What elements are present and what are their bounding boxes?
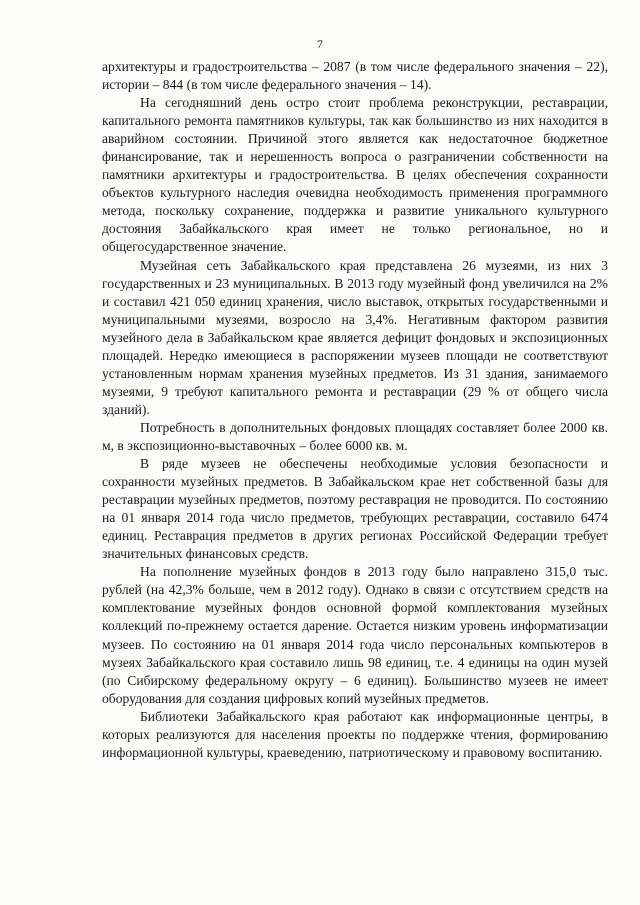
paragraph-heritage-counts: архитектуры и градостроительства – 2087 (в том числе федерального значения – 22), истории – 844 (в том числе федерального значения – 14). xyxy=(102,59,608,93)
paragraph-monument-restoration: На сегодняшний день остро стоит проблема реконструкции, реставрации, капитального ремонта памятников культуры, так как большинство из них находится в аварийном состоянии. Причиной этого является как недостаточное бюджетное финансирование, так и нерешенность вопроса о разграничении собственности на памятники архитектуры и градостроительства. В целях обеспечения сохранности объектов культурного наследия очевидна необходимость применения программного метода, поскольку сохранение, поддержка и развитие уникального культурного достояния Забайкальского края имеет не только региональное, но и общегосударственное значение. xyxy=(102,95,608,255)
paragraph-museum-network: Музейная сеть Забайкальского края представлена 26 музеями, из них 3 государственных и 23 муниципальных. В 2013 году музейный фонд увеличился на 2% и составил 421 050 единиц хранения, число выставок, открытых государственными и муниципальными музеями, возросло на 3,4%. Негативным фактором развития музейного дела в Забайкальском крае является дефицит фондовых и экспозиционных площадей. Нередко имеющиеся в распоряжении музеев площади не соответствуют установленным нормам хранения музейных предметов. Из 31 здания, занимаемого музеями, 9 требуют капитального ремонта и реставрации (29 % от общего числа зданий). xyxy=(102,257,608,417)
page-number: 7 xyxy=(316,37,324,51)
paragraph-museum-safety: В ряде музеев не обеспечены необходимые условия безопасности и сохранности музейных предметов. В Забайкальском крае нет собственной базы для реставрации музейных предметов, поэтому реставрация не проводится. По состоянию на 01 января 2014 года число предметов, требующих реставрации, составило 6474 единиц. Реставрация предметов в других регионах Российской Федерации требует значительных финансовых средств. xyxy=(102,456,608,562)
page-body xyxy=(102,58,608,762)
paragraph-storage-area-need: Потребность в дополнительных фондовых площадях составляет более 2000 кв. м, в экспозиционно-выставочных – более 6000 кв. м. xyxy=(102,419,608,453)
paragraph-museum-funding: На пополнение музейных фондов в 2013 году было направлено 315,0 тыс. рублей (на 42,3% больше, чем в 2012 году). Однако в связи с отсутствием средств на комплектование музейных фондов основной формой комплектования музейных коллекций по-прежнему остается дарение. Остается низким уровень информатизации музеев. По состоянию на 01 января 2014 года число персональных компьютеров в музеях Забайкальского края составило лишь 98 единиц, т.е. 4 единицы на один музей (по Сибирскому федеральному округу – 6 единиц). Большинство музеев не имеет оборудования для создания цифровых копий музейных предметов. xyxy=(102,564,608,706)
paragraph-libraries: Библиотеки Забайкальского края работают как информационные центры, в которых реализуются для населения проекты по поддержке чтения, формированию информационной культуры, краеведению, патриотическому и правовому воспитанию. xyxy=(102,708,608,760)
